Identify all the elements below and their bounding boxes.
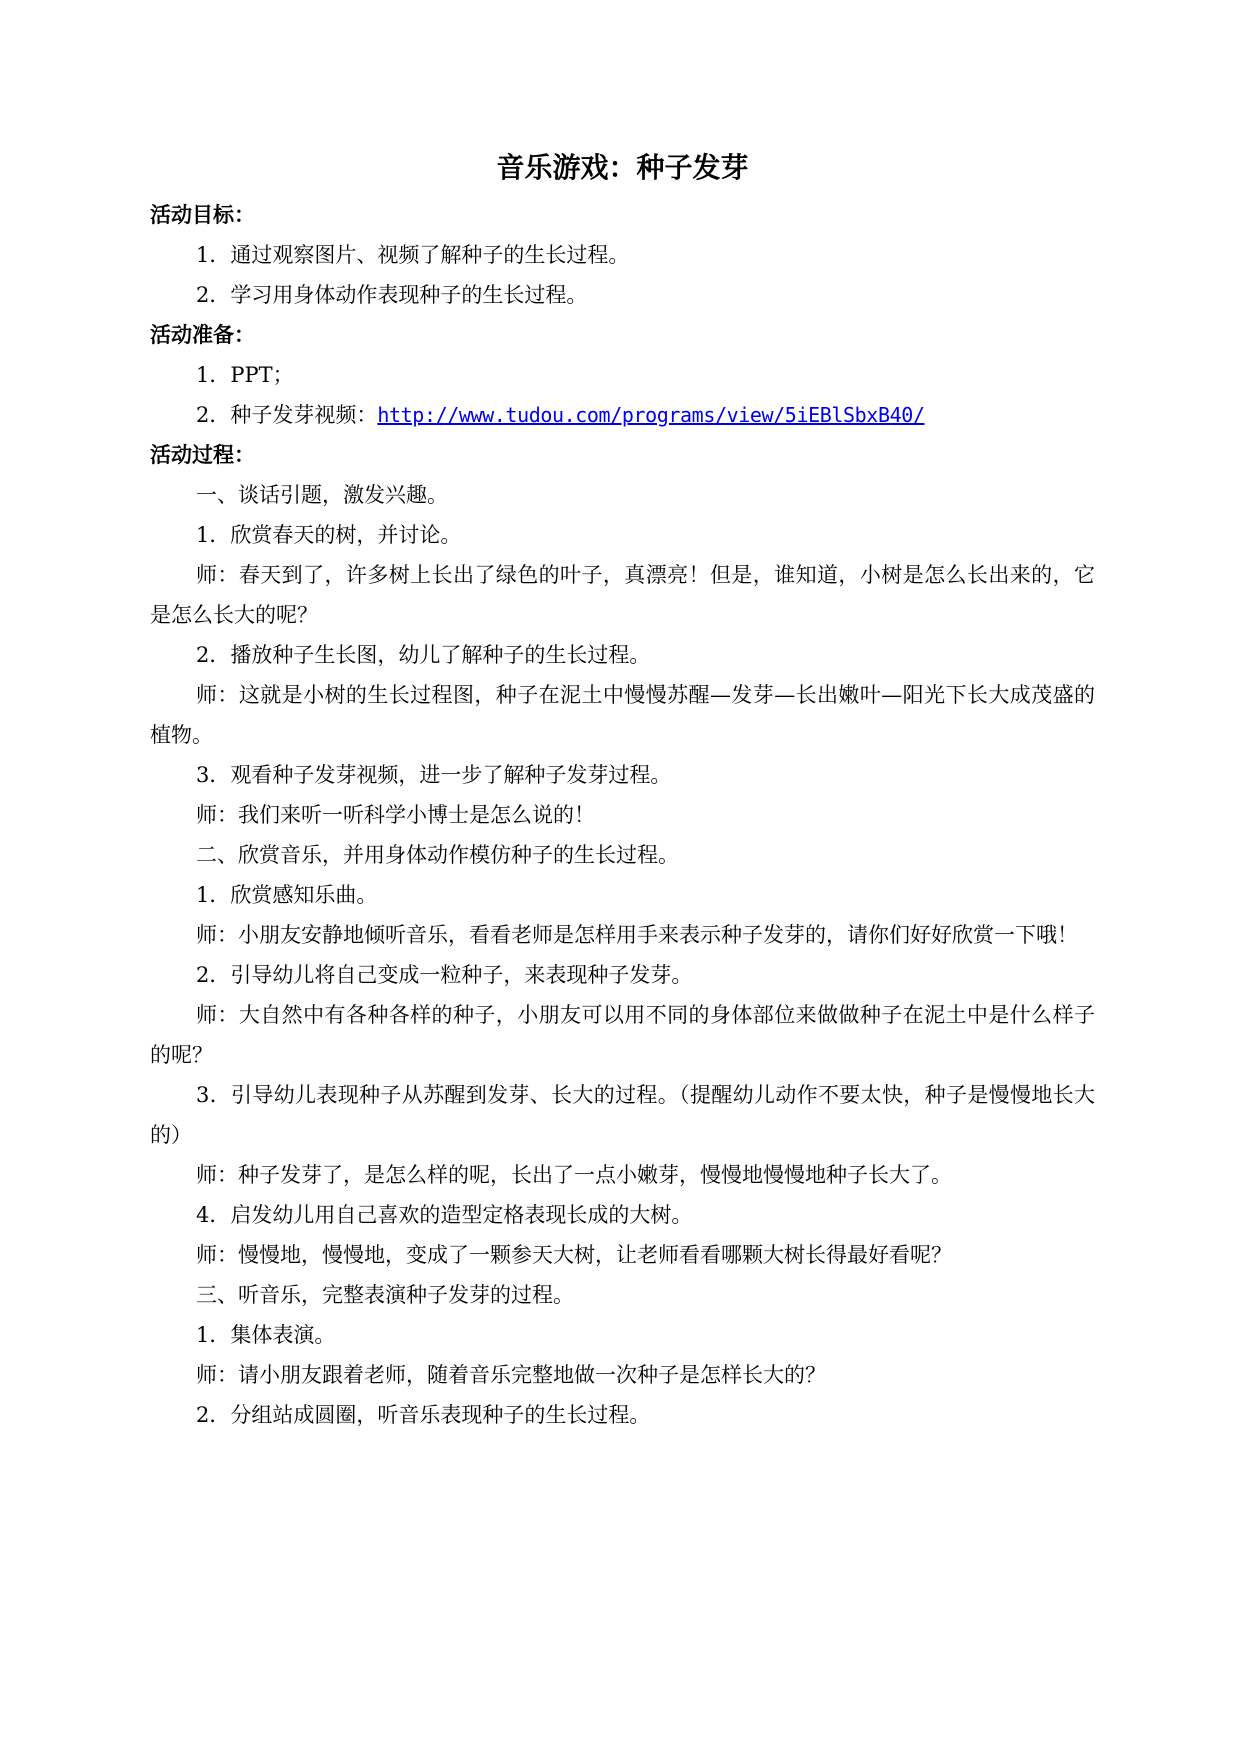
process-paragraph: 师：春天到了，许多树上长出了绿色的叶子，真漂亮！但是，谁知道，小树是怎么长出来的，它是怎么长大的呢？	[150, 563, 1095, 627]
process-paragraph: 师：请小朋友跟着老师，随着音乐完整地做一次种子是怎样长大的？	[196, 1363, 826, 1387]
process-paragraph: 1．欣赏春天的树，并讨论。	[196, 523, 462, 547]
process-paragraph: 2．播放种子生长图，幼儿了解种子的生长过程。	[196, 643, 651, 667]
process-paragraph: 师：大自然中有各种各样的种子，小朋友可以用不同的身体部位来做做种子在泥土中是什么样子的呢？	[150, 1003, 1095, 1067]
prep-item-1: 1．PPT；	[196, 363, 294, 387]
process-paragraph: 1．欣赏感知乐曲。	[196, 883, 378, 907]
goal-item-2: 2．学习用身体动作表现种子的生长过程。	[196, 283, 588, 307]
prep-heading: 活动准备：	[150, 323, 255, 347]
process-paragraph: 二、欣赏音乐，并用身体动作模仿种子的生长过程。	[196, 843, 679, 867]
document-page	[150, 145, 1095, 1435]
prep-item-2-label: 2．种子发芽视频：	[196, 403, 378, 427]
process-paragraph: 3．引导幼儿表现种子从苏醒到发芽、长大的过程。（提醒幼儿动作不要太快，种子是慢慢地长大的）	[150, 1083, 1095, 1147]
process-paragraph: 师：慢慢地，慢慢地，变成了一颗参天大树，让老师看看哪颗大树长得最好看呢？	[196, 1243, 952, 1267]
goal-item-1: 1．通过观察图片、视频了解种子的生长过程。	[196, 243, 630, 267]
prep-item-2	[150, 395, 1095, 435]
process-paragraph: 三、听音乐，完整表演种子发芽的过程。	[196, 1283, 574, 1307]
process-paragraph: 3．观看种子发芽视频，进一步了解种子发芽过程。	[196, 763, 672, 787]
process-heading: 活动过程：	[150, 443, 255, 467]
process-paragraph: 师：种子发芽了，是怎么样的呢，长出了一点小嫩芽，慢慢地慢慢地种子长大了。	[196, 1163, 952, 1187]
process-paragraph: 2．分组站成圆圈，听音乐表现种子的生长过程。	[196, 1403, 651, 1427]
process-paragraph: 师：这就是小树的生长过程图，种子在泥土中慢慢苏醒—发芽—长出嫩叶—阳光下长大成茂盛的植物。	[150, 683, 1095, 747]
document-title: 音乐游戏：种子发芽	[496, 151, 749, 184]
process-paragraph: 2．引导幼儿将自己变成一粒种子，来表现种子发芽。	[196, 963, 693, 987]
video-link[interactable]: http://www.tudou.com/programs/view/5iEBlSbxB40/	[377, 403, 925, 427]
goals-heading: 活动目标：	[150, 203, 255, 227]
process-paragraph: 师：我们来听一听科学小博士是怎么说的！	[196, 803, 595, 827]
process-paragraph: 1．集体表演。	[196, 1323, 336, 1347]
process-paragraph: 4．启发幼儿用自己喜欢的造型定格表现长成的大树。	[196, 1203, 693, 1227]
process-paragraph: 一、谈话引题，激发兴趣。	[196, 483, 448, 507]
process-paragraph: 师：小朋友安静地倾听音乐，看看老师是怎样用手来表示种子发芽的，请你们好好欣赏一下哦！	[196, 923, 1078, 947]
